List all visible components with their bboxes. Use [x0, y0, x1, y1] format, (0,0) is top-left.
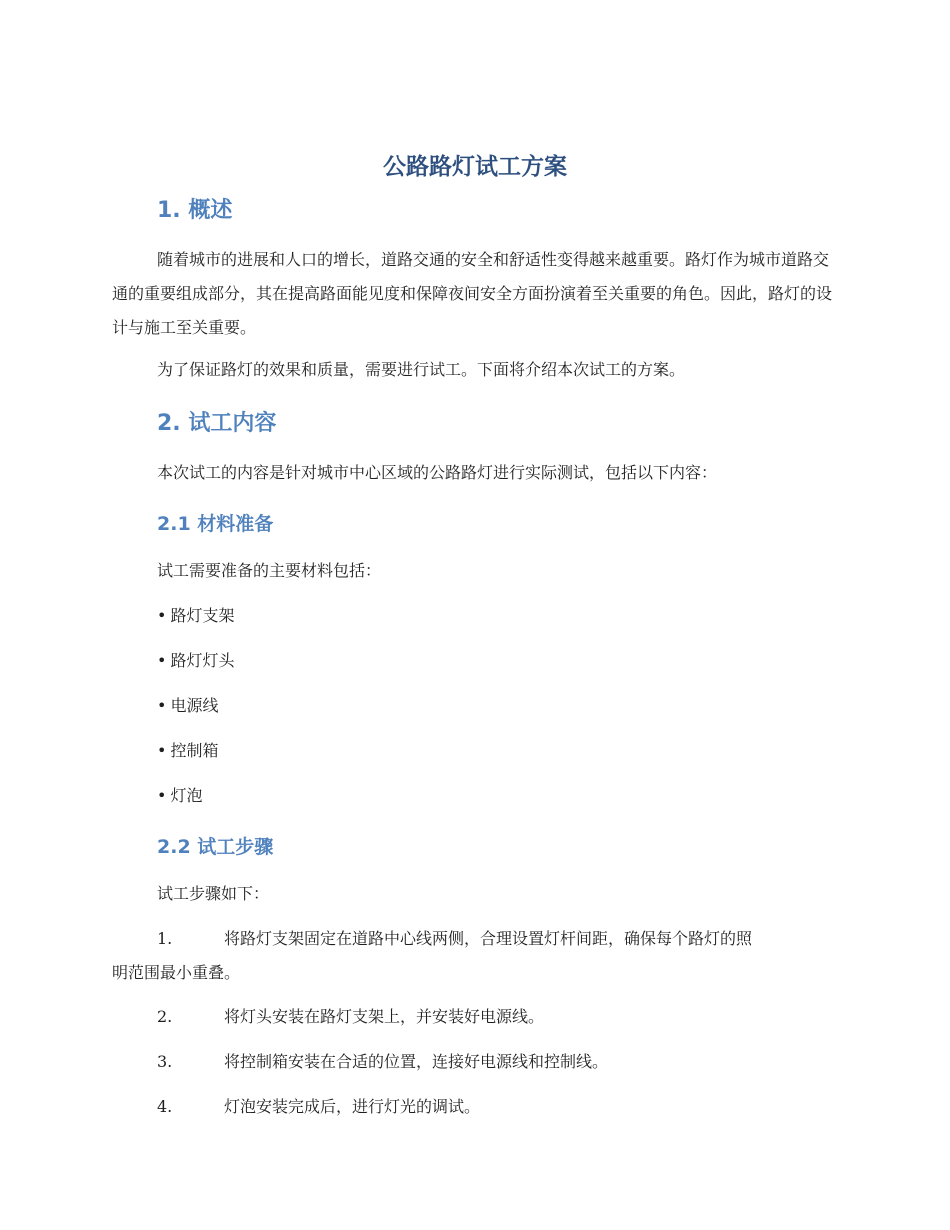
bullet-icon: •	[157, 696, 167, 715]
steps-intro: 试工步骤如下：	[157, 884, 270, 903]
step-text: 将灯头安装在路灯支架上，并安装好电源线。	[224, 1007, 545, 1026]
section-heading-overview: 1. 概述	[157, 198, 233, 223]
list-item: • 路灯支架	[157, 606, 235, 625]
step-text: 灯泡安装完成后，进行灯光的调试。	[224, 1097, 481, 1116]
subsection-heading-materials: 2.1 材料准备	[157, 513, 274, 535]
materials-intro: 试工需要准备的主要材料包括：	[157, 561, 382, 580]
bullet-icon: •	[157, 786, 167, 805]
numbered-step	[112, 922, 842, 990]
document-title: 公路路灯试工方案	[383, 154, 567, 180]
numbered-step	[112, 1000, 842, 1034]
numbered-step	[112, 1090, 842, 1124]
step-text-continued: 明范围最小重叠。	[112, 963, 241, 982]
section-heading-content: 2. 试工内容	[157, 411, 277, 436]
bullet-icon: •	[157, 651, 167, 670]
step-text: 将控制箱安装在合适的位置，连接好电源线和控制线。	[224, 1052, 609, 1071]
list-item: • 路灯灯头	[157, 651, 235, 670]
step-text: 将路灯支架固定在道路中心线两侧，合理设置灯杆间距，确保每个路灯的照	[224, 929, 753, 948]
subsection-heading-steps: 2.2 试工步骤	[157, 836, 274, 858]
list-item: • 控制箱	[157, 741, 219, 760]
numbered-step	[112, 1045, 842, 1079]
list-item: • 灯泡	[157, 786, 203, 805]
content-intro: 本次试工的内容是针对城市中心区域的公路路灯进行实际测试，包括以下内容：	[157, 463, 718, 482]
step-number: 4.	[157, 1097, 173, 1116]
step-number: 3.	[157, 1052, 173, 1071]
bullet-icon: •	[157, 606, 167, 625]
step-number: 2.	[157, 1007, 173, 1026]
overview-paragraph-2: 为了保证路灯的效果和质量，需要进行试工。下面将介绍本次试工的方案。	[157, 360, 686, 379]
bullet-icon: •	[157, 741, 167, 760]
step-number: 1.	[157, 929, 173, 948]
overview-paragraph-1: 随着城市的进展和人口的增长，道路交通的安全和舒适性变得越来越重要。路灯作为城市道路交通的重要组成部分，其在提高路面能见度和保障夜间安全方面扮演着至关重要的角色。因此，路灯的设计与施工至关重要。	[112, 250, 833, 337]
list-item: • 电源线	[157, 696, 219, 715]
